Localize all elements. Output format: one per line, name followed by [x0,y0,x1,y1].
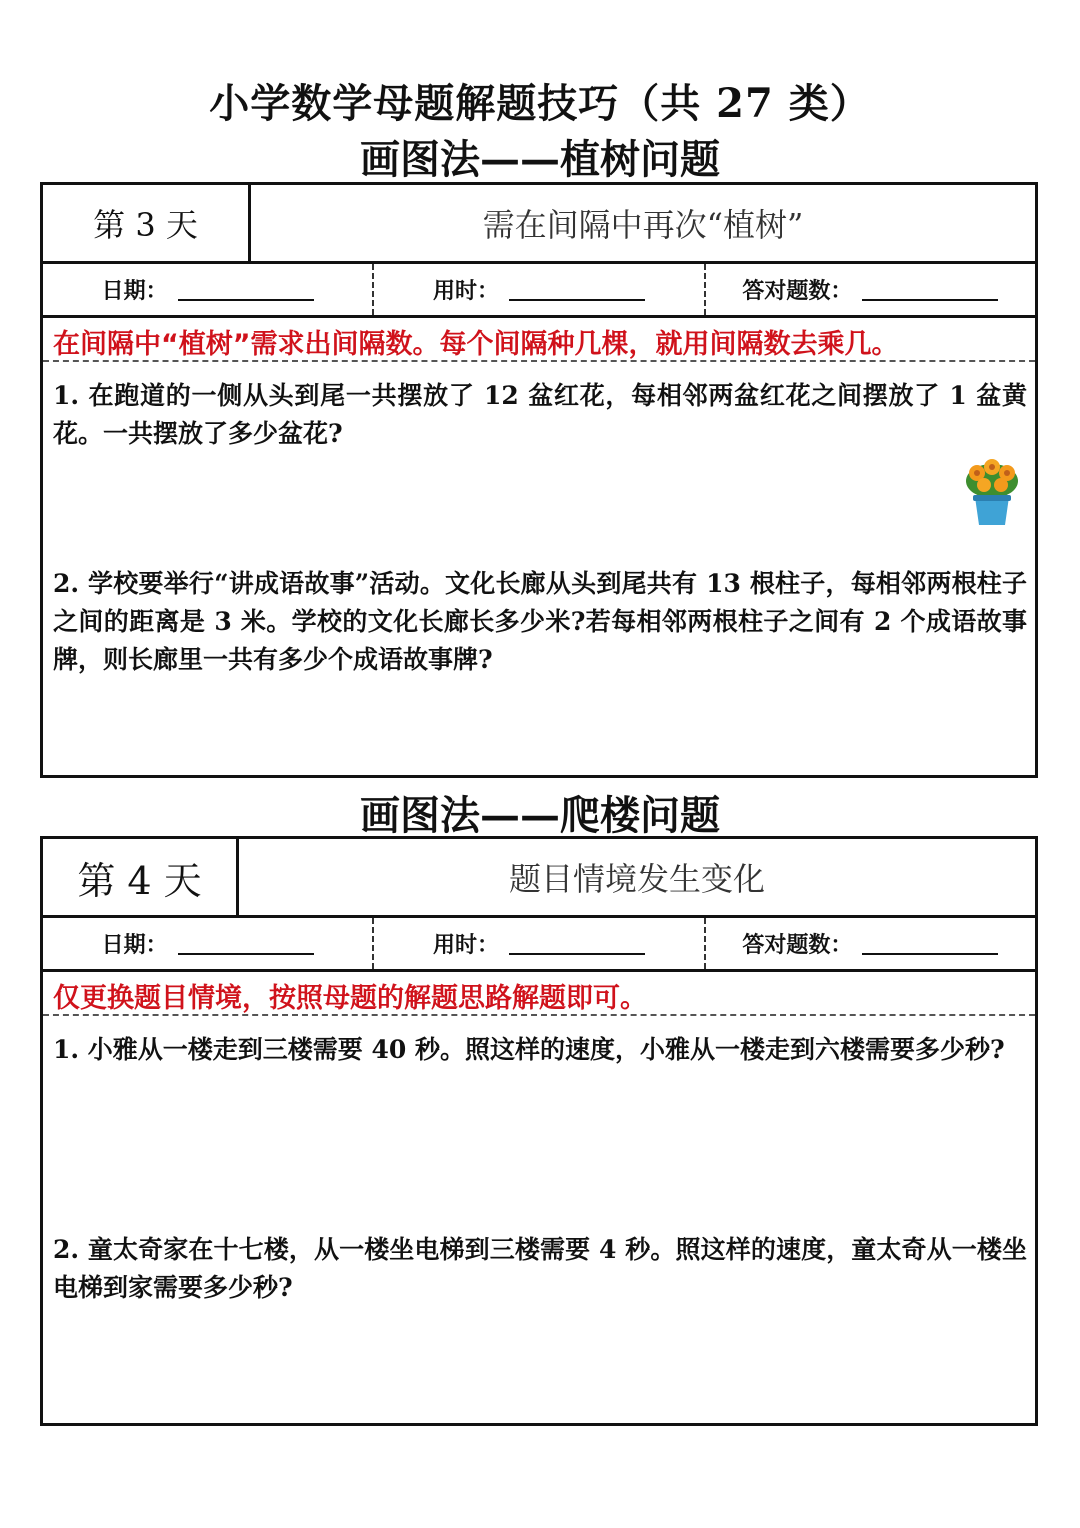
section-2-info-row [43,918,1035,972]
question-2: 2. 童太奇家在十七楼，从一楼坐电梯到三楼需要 4 秒。照这样的速度，童太奇从一楼坐电梯到家需要多少秒? [53,1235,1027,1302]
date-input-line[interactable] [178,933,314,955]
day-label: 第 3 天 [43,185,251,261]
question-1: 1. 在跑道的一侧从头到尾一共摆放了 12 盆红花，每相邻两盆红花之间摆放了 1 盆黄花。一共摆放了多少盆花? [53,381,1027,448]
date-label: 日期： [101,933,168,958]
time-input-line[interactable] [509,279,645,301]
section-1-title: 画图法——植树问题 [360,136,720,183]
time-cell [372,264,703,315]
topic-label: 题目情境发生变化 [508,860,765,898]
date-cell [43,918,372,969]
date-input-line[interactable] [178,279,314,301]
date-cell [43,264,372,315]
correct-count-label: 答对题数： [742,279,853,304]
section-2-tip: 仅更换题目情境，按照母题的解题思路解题即可。 [43,972,1035,1016]
section-2-card [40,836,1038,1426]
section-2-title: 画图法——爬楼问题 [360,792,720,839]
section-1-card [40,182,1038,778]
correct-count-cell [704,918,1035,969]
section-1-header-row [43,185,1035,264]
time-input-line[interactable] [509,933,645,955]
time-label: 用时： [432,933,499,958]
time-label: 用时： [432,279,499,304]
section-1-tip: 在间隔中“植树”需求出间隔数。每个间隔种几棵，就用间隔数去乘几。 [43,318,1035,362]
question-1: 1. 小雅从一楼走到三楼需要 40 秒。照这样的速度，小雅从一楼走到六楼需要多少秒? [53,1035,1005,1064]
time-cell [372,918,703,969]
correct-count-input-line[interactable] [862,933,998,955]
correct-count-label: 答对题数： [742,933,853,958]
section-2-header-row [43,839,1035,918]
day-label: 第 4 天 [43,839,239,915]
topic-label: 需在间隔中再次“植树” [482,206,804,244]
page-title: 小学数学母题解题技巧（共 27 类） [209,80,871,127]
flower-pot-icon [961,455,1023,527]
question-2: 2. 学校要举行“讲成语故事”活动。文化长廊从头到尾共有 13 根柱子，每相邻两根柱子之间的距离是 3 米。学校的文化长廊长多少米?若每相邻两根柱子之间有 2 个成语故事牌，则长廊里一共有多少个成语故事牌? [53,569,1027,674]
date-label: 日期： [101,279,168,304]
correct-count-cell [704,264,1035,315]
correct-count-input-line[interactable] [862,279,998,301]
section-1-info-row [43,264,1035,318]
